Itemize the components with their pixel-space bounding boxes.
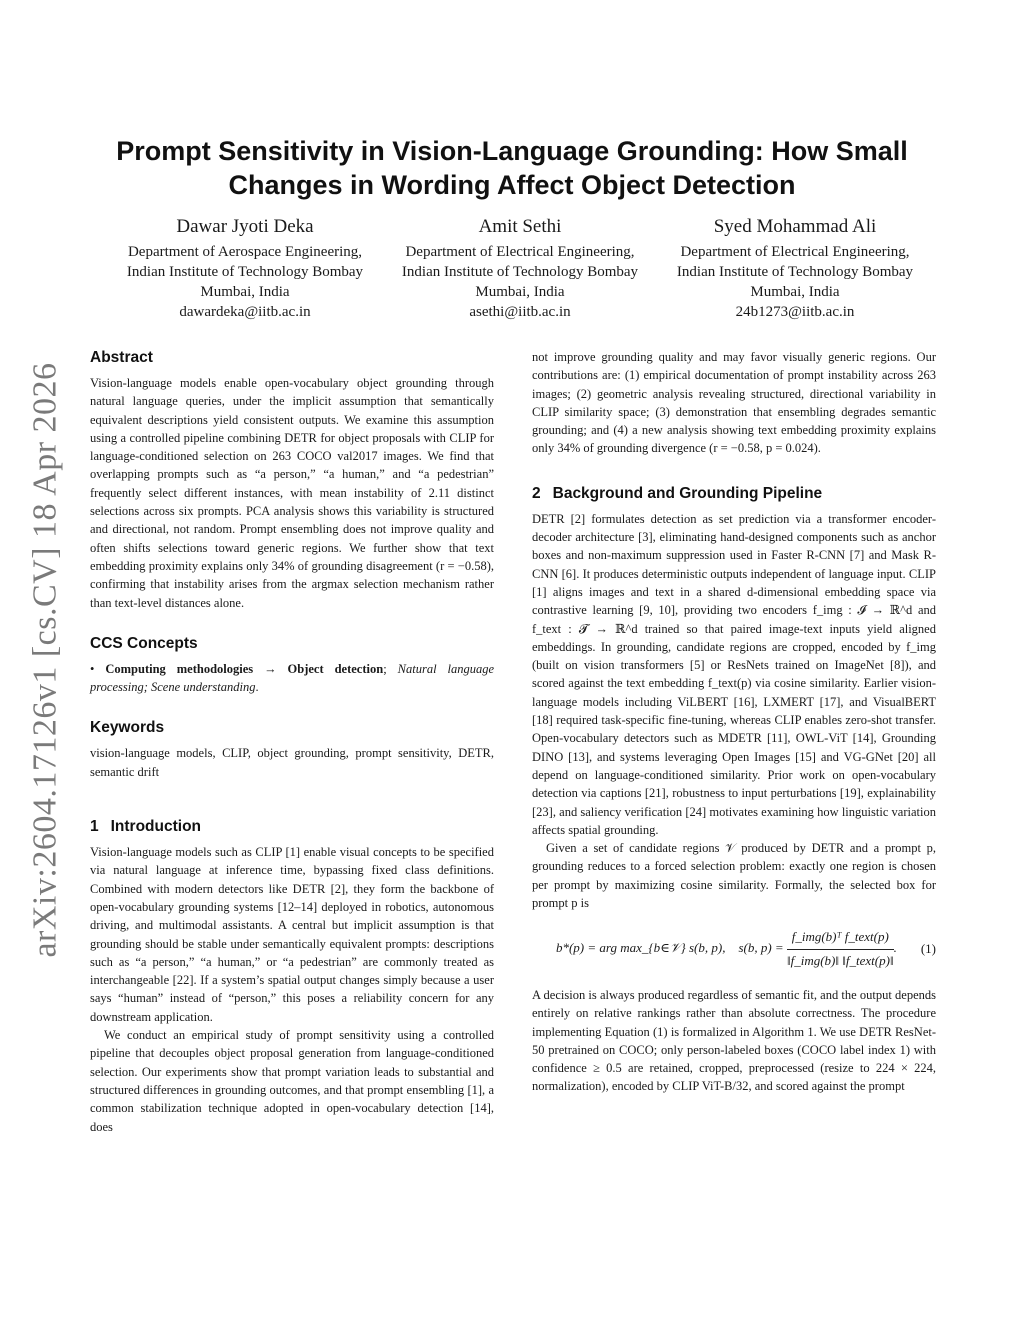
paper-title: Prompt Sensitivity in Vision-Language Grounding: How Small Changes in Wording Affect Object Detection bbox=[116, 136, 908, 200]
author-location: Mumbai, India bbox=[200, 284, 290, 300]
author-1 bbox=[110, 214, 380, 322]
author-name: Syed Mohammad Ali bbox=[713, 216, 877, 237]
arxiv-sidebar bbox=[22, 350, 70, 970]
author-affiliation: Department of Aerospace Engineering, Indian Institute of Technology Bombay bbox=[126, 244, 364, 280]
right-column bbox=[532, 348, 936, 1096]
intro-paragraph-1: Vision-language models such as CLIP [1] enable visual concepts to be specified via natural language at inference time, bypassing fixed class definitions. Combined with modern detectors like DETR [2], they form the backbone of open-vocabulary grounding systems [12–14] deployed in robotics, autonomous driving, and multimodal assistants. A central but implicit assumption is that grounding should be stable under semantically equivalent prompts: descriptions such as “a person,” “a human,” or “a pedestrian” are commonly treated as interchangeable [22]. If a system’s spatial output changes simply because a user says “human” instead of “person,” this poses a reliability concern for any downstream application. bbox=[90, 845, 494, 1024]
abstract-heading: Abstract bbox=[90, 349, 153, 366]
ccs-concepts bbox=[90, 660, 494, 697]
author-location: Mumbai, India bbox=[750, 284, 840, 300]
author-affiliation: Department of Electrical Engineering, Indian Institute of Technology Bombay bbox=[401, 244, 639, 280]
equation-period: . bbox=[893, 940, 897, 956]
author-name: Dawar Jyoti Deka bbox=[176, 216, 314, 237]
author-location: Mumbai, India bbox=[475, 284, 565, 300]
equation-numerator: f_img(b)ᵀ f_text(p) bbox=[787, 928, 894, 949]
left-column bbox=[90, 348, 494, 1136]
equation-fraction bbox=[787, 928, 894, 970]
ccs-end: . bbox=[255, 680, 259, 695]
section-number: 2 bbox=[532, 484, 541, 502]
author-3 bbox=[660, 214, 930, 322]
ccs-separator: ; bbox=[383, 661, 398, 676]
background-heading bbox=[532, 484, 936, 504]
equation-denominator: ‖f_img(b)‖ ‖f_text(p)‖ bbox=[786, 952, 894, 968]
keywords-heading: Keywords bbox=[90, 719, 165, 737]
equation-number: (1) bbox=[920, 940, 936, 956]
section-title: Background and Grounding Pipeline bbox=[552, 484, 823, 502]
contributions-paragraph: not improve grounding quality and may favor visually generic regions. Our contributions are: (1) empirical documentation of prompt instability across 263 images; (2) geometric analysis revealing structured, directional variability in CLIP similarity space; (3) demonstration that ensembling degrades semantic grounding; and (4) a new analysis showing text embedding proximity explains only 34% of grounding divergence (r = −0.58, p = 0.024). bbox=[532, 350, 936, 456]
background-paragraph: DETR [2] formulates detection as set prediction via a transformer encoder-decoder architecture [3], eliminating hand-designed components such as anchor boxes and non-maximum suppression used in Faster R-CNN [7] and Mask R-CNN [6]. It produces deterministic outputs independent of language input. CLIP [1] aligns images and text in a shared d-dimensional embedding space via contrastive learning [9, 10], providing two encoders f_img : 𝓘 → ℝ^d and f_text : 𝓣 → ℝ^d trained so that paired image-text inputs yield aligned embeddings. In grounding, candidate regions are cropped, encoded by f_img (built on vision transformers [5] or ResNets trained on ImageNet [8]), and scored against the text embedding f_text(p) via cosine similarity. Earlier vision-language models including ViLBERT [16], LXMERT [17], and VisualBERT [18] required task-specific fine-tuning, whereas CLIP enables zero-shot transfer. Open-vocabulary detectors such as MDETR [11], OWL-ViT [14], Grounding DINO [13], and systems leveraging Open Images [15] and VG-GNet [20] all depend on language-conditioned similarity. Prior work on open-vocabulary detection via captions [21], robustness to input perturbations [19], explainability [23], and saliency verification [24] motivates examining how linguistic variation affects spatial grounding. bbox=[532, 511, 936, 837]
ccs-bullet: • bbox=[90, 661, 95, 676]
ccs-secondary: Natural language processing; Scene understanding bbox=[90, 661, 495, 695]
author-affiliation: Department of Electrical Engineering, Indian Institute of Technology Bombay bbox=[676, 244, 914, 280]
formulation-paragraph: Given a set of candidate regions 𝒱 produced by DETR and a prompt p, grounding reduces to a forced selection problem: exactly one region is chosen per prompt by maximizing cosine similarity. Formally, the selected box for prompt p is bbox=[532, 841, 936, 911]
arxiv-identifier: arXiv:2604.17126v1 [cs.CV] 18 Apr 2026 bbox=[27, 362, 64, 958]
author-email: asethi@iitb.ac.in bbox=[469, 304, 571, 320]
ccs-primary: Computing methodologies → Object detection bbox=[105, 661, 384, 676]
equation-similarity-label: s(b, p) = bbox=[738, 940, 784, 956]
intro-paragraph-2: We conduct an empirical study of prompt sensitivity using a controlled pipeline that decouples object proposal generation from language-conditioned selection. Our experiments show that prompt variation leads to substantial and structured differences in grounding outcomes, and that prompt ensembling [1], a common stabilization technique adopted in open-vocabulary detection [14], does bbox=[90, 1028, 494, 1134]
intro-heading bbox=[90, 817, 494, 837]
section-title: Introduction bbox=[110, 818, 202, 836]
author-email: 24b1273@iitb.ac.in bbox=[735, 304, 855, 320]
pipeline-paragraph: A decision is always produced regardless of semantic fit, and the output depends entirely on relative rankings rather than absolute correctness. The procedure implementing Equation (1) is formalized in Algorithm 1. We use DETR ResNet-50 pretrained on COCO; only person-labeled boxes (COCO label index 1) with confidence ≥ 0.5 are retained, cropped, preprocessed (resize to 224 × 224, normalization), encoded by CLIP ViT-B/32, and scored against the prompt bbox=[532, 987, 936, 1094]
equation-1 bbox=[532, 928, 936, 970]
ccs-heading: CCS Concepts bbox=[90, 634, 198, 652]
author-name: Amit Sethi bbox=[478, 216, 562, 237]
keywords-text: vision-language models, CLIP, object grounding, prompt sensitivity, DETR, semantic drift bbox=[90, 746, 494, 779]
author-email: dawardeka@iitb.ac.in bbox=[179, 304, 311, 320]
author-block bbox=[110, 214, 930, 322]
section-number: 1 bbox=[90, 818, 99, 836]
author-2 bbox=[385, 214, 655, 322]
abstract-text: Vision-language models enable open-vocabulary object grounding through natural language queries, under the implicit assumption that semantically equivalent descriptions yield consistent outputs. We examine this assumption using a controlled pipeline combining DETR for object proposals with CLIP for language-conditioned selection on 263 COCO val2017 images. We find that overlapping prompts such as “a person,” “a human,” and “a pedestrian” frequently select different instances, with mean instability of 2.11 distinct selections across six prompts. PCA analysis shows this variability is structured and directional, not random. Prompt ensembling does not improve quality and often shifts selections toward generic regions. We further show that text embedding proximity explains only 34% of grounding disagreement (r = −0.58), confirming that instability arises from the argmax selection mechanism rather than text-level distances alone. bbox=[90, 376, 494, 610]
equation-body bbox=[532, 928, 921, 970]
equation-argmax: b*(p) = arg max_{b∈𝒱} s(b, p), bbox=[555, 940, 726, 956]
